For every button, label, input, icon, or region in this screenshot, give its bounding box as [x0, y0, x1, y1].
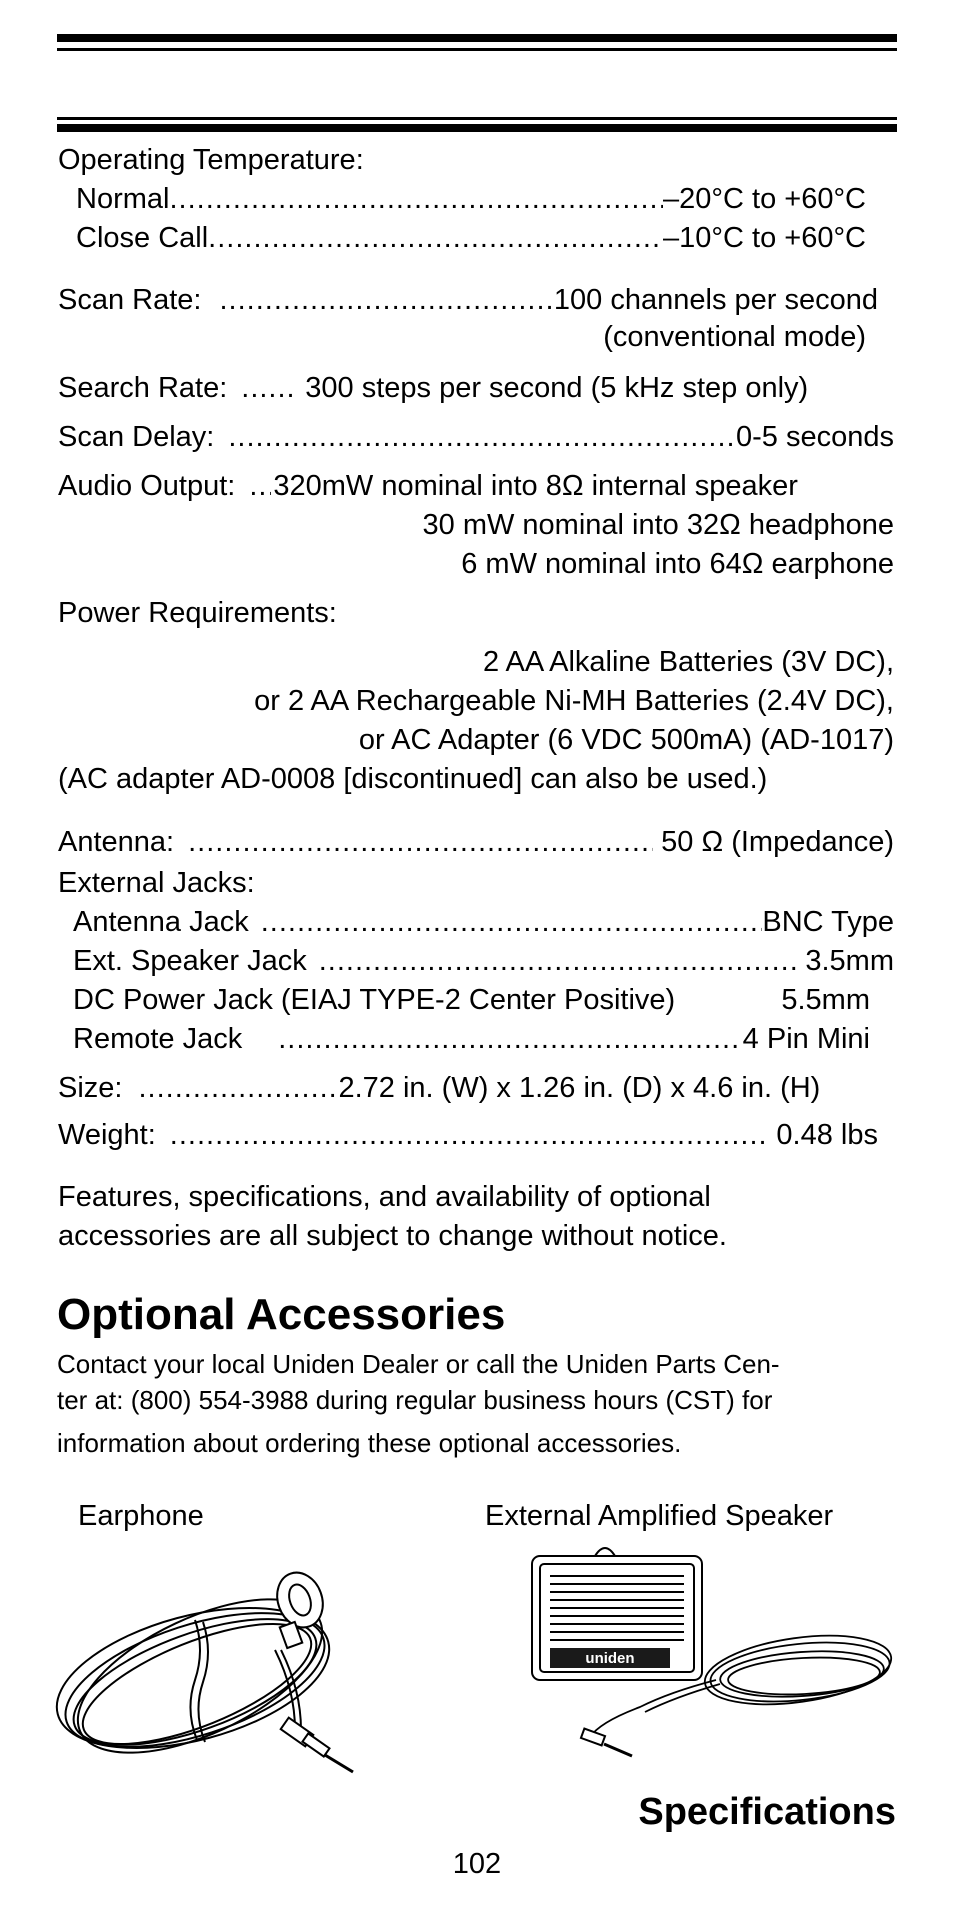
audio-value-3: 6 mW nominal into 64Ω earphone: [461, 548, 894, 580]
leader-dots: [169, 182, 663, 216]
leader-dots: [170, 1118, 771, 1152]
section-title: Specifications: [638, 1791, 896, 1833]
scan-delay-value: 0-5 seconds: [736, 421, 894, 453]
page-number: 102: [452, 1848, 502, 1880]
remote-jack-value: 4 Pin Mini: [742, 1023, 870, 1055]
weight-row: [58, 1118, 878, 1152]
header-rule-thin: [57, 117, 897, 120]
remote-jack-label: Remote Jack: [73, 1023, 243, 1055]
weight-value: 0.48 lbs: [776, 1119, 878, 1151]
power-value-2: or 2 AA Rechargeable Ni-MH Batteries (2.4V DC),: [254, 685, 894, 717]
accessories-intro-2: ter at: (800) 554-3988 during regular business hours (CST) for: [57, 1385, 773, 1415]
search-rate-row: [58, 371, 894, 405]
accessories-intro-1: Contact your local Uniden Dealer or call the Uniden Parts Cen-: [57, 1349, 780, 1379]
normal-value: –20°C to +60°C: [663, 183, 866, 215]
size-label: Size:: [58, 1072, 123, 1104]
leader-dots: [188, 825, 653, 859]
close-call-label: Close Call: [76, 222, 209, 254]
scan-delay-row: [58, 420, 894, 454]
antenna-row: [58, 825, 894, 859]
antenna-jack-row: [73, 905, 894, 939]
operating-temp-label: Operating Temperature:: [58, 144, 364, 176]
dc-jack-row: [73, 983, 870, 1017]
search-rate-value: 300 steps per second (5 kHz step only): [305, 372, 809, 404]
leader-dots: [208, 221, 663, 255]
jacks-label: External Jacks:: [58, 867, 255, 899]
scan-rate-label: Scan Rate:: [58, 284, 202, 316]
power-value-4: (AC adapter AD-0008 [discontinued] can also be used.): [58, 763, 768, 795]
weight-label: Weight:: [58, 1119, 156, 1151]
scan-rate-value: 100 channels per second: [553, 284, 878, 316]
power-label: Power Requirements:: [58, 597, 337, 629]
remote-jack-row: [73, 1022, 870, 1056]
speaker-brand-logo: uniden: [585, 1650, 635, 1667]
dc-jack-label: DC Power Jack (EIAJ TYPE-2 Center Positive): [73, 984, 676, 1016]
earphone-caption: Earphone: [78, 1500, 204, 1532]
power-value-1: 2 AA Alkaline Batteries (3V DC),: [482, 646, 894, 678]
leader-dots: [261, 905, 763, 939]
accessories-intro-3: information about ordering these optional accessories.: [57, 1428, 682, 1458]
close-call-row: [76, 221, 866, 255]
audio-value-1: 320mW nominal into 8Ω internal speaker: [273, 470, 798, 502]
leader-dots: [228, 420, 736, 454]
speaker-caption: External Amplified Speaker: [485, 1500, 834, 1532]
accessories-heading: Optional Accessories: [57, 1290, 506, 1339]
earphone-image: [45, 1550, 405, 1790]
speaker-image: [520, 1532, 900, 1772]
leader-dots: [241, 371, 297, 405]
notice-line-2: accessories are all subject to change without notice.: [58, 1220, 727, 1252]
size-row: [58, 1071, 894, 1105]
close-call-value: –10°C to +60°C: [663, 222, 866, 254]
normal-row: [76, 182, 866, 216]
antenna-jack-label: Antenna Jack: [73, 906, 249, 938]
speaker-jack-label: Ext. Speaker Jack: [73, 945, 307, 977]
search-rate-label: Search Rate:: [58, 372, 228, 404]
audio-label: Audio Output:: [58, 470, 236, 502]
scan-delay-label: Scan Delay:: [58, 421, 215, 453]
scan-rate-row: [58, 283, 878, 317]
header-rule-thick: [57, 124, 897, 132]
antenna-jack-value: BNC Type: [762, 906, 894, 938]
top-rule-thin: [57, 48, 897, 51]
power-value-3: or AC Adapter (6 VDC 500mA) (AD-1017): [358, 724, 894, 756]
leader-dots: [249, 469, 271, 503]
leader-dots: [219, 283, 553, 317]
notice-line-1: Features, specifications, and availability of optional: [58, 1181, 711, 1213]
top-rule-thick: [57, 34, 897, 42]
leader-dots: [138, 1071, 338, 1105]
dc-jack-value: 5.5mm: [781, 984, 870, 1016]
normal-label: Normal: [76, 183, 170, 215]
leader-dots: [319, 944, 802, 978]
speaker-jack-value: 3.5mm: [805, 945, 894, 977]
scan-rate-value2: (conventional mode): [603, 321, 866, 353]
audio-value-2: 30 mW nominal into 32Ω headphone: [422, 509, 894, 541]
audio-row: [58, 469, 894, 503]
antenna-label: Antenna:: [58, 826, 175, 858]
leader-dots: [278, 1022, 736, 1056]
speaker-jack-row: [73, 944, 894, 978]
size-value: 2.72 in. (W) x 1.26 in. (D) x 4.6 in. (H): [338, 1072, 821, 1104]
antenna-value: 50 Ω (Impedance): [661, 826, 894, 858]
